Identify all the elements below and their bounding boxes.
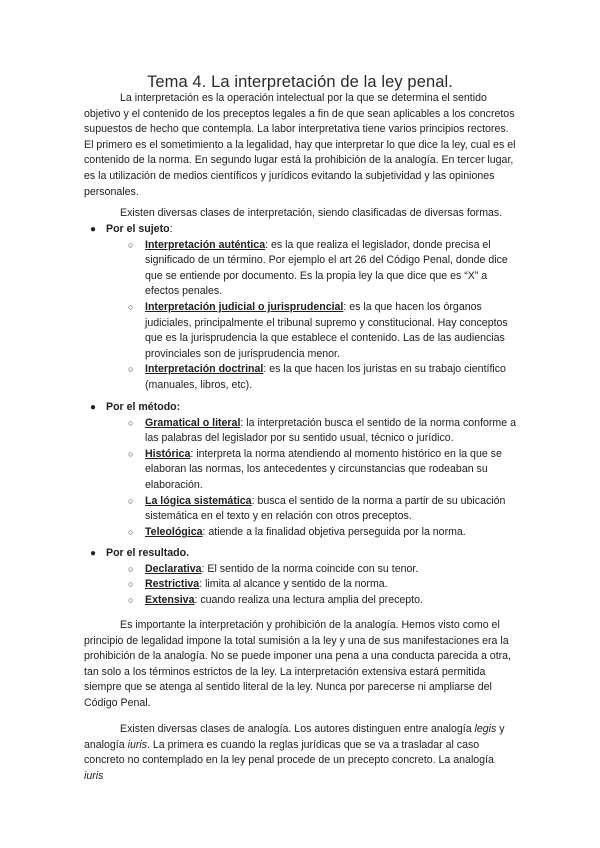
item-text: : es la que hacen los órganos judiciales, principalmente el tribunal supremo y constitucional. Hay conceptos que es la jurisprudencia la que establece el contenido. Las de las audiencias provinciales son de jurisprudencia menor.	[145, 300, 508, 360]
classes-intro-paragraph: Existen diversas clases de interpretación, siendo clasificadas de diversas formas.	[120, 207, 503, 219]
page-title: Tema 4. La interpretación de la ley penal.	[147, 73, 453, 91]
list-item	[90, 577, 520, 593]
section-por-el-resultado	[90, 546, 520, 608]
item-text: : es la que hacen los juristas en su trabajo científico (manuales, libros, etc).	[145, 363, 506, 391]
item-text: : interpreta la norma atendiendo al momento histórico en la que se elaboran las normas, los antecedentes y circunstancias que rodeaban su elaboración.	[145, 447, 502, 491]
list-item	[90, 593, 520, 609]
item-text: : es la que realiza el legislador, donde precisa el significado de un término. Por ejemplo el art 26 del Código Penal, donde dice que se entiende por documento. Es la propia ley la que dice que es “X” a efectos penales.	[145, 238, 508, 298]
list-item	[90, 416, 520, 447]
section-heading-text: Por el sujeto	[106, 223, 170, 235]
section-por-el-metodo	[90, 400, 520, 540]
bullet-icon: ●	[90, 224, 97, 235]
circle-bullet-icon: ○	[128, 448, 134, 459]
item-term: La lógica sistemática	[145, 494, 252, 507]
circle-bullet-icon: ○	[128, 579, 134, 590]
item-term: Declarativa	[145, 562, 202, 575]
item-term: Extensiva	[145, 593, 195, 606]
item-text: : busca el sentido de la norma a partir de su ubicación sistemática en el texto y en relación con otros preceptos.	[145, 494, 506, 523]
section-heading-text: Por el método:	[106, 401, 181, 413]
circle-bullet-icon: ○	[128, 239, 134, 250]
item-term: Teleológica	[145, 525, 203, 538]
item-term: Histórica	[145, 447, 191, 460]
analogy-iuris: iuris	[127, 738, 148, 751]
analogy-text-3: . La primera es cuando la reglas jurídicas que se va a trasladar al caso concreto no contemplado en la ley penal procede de un precepto concreto. La analogía	[84, 738, 494, 767]
list-item	[90, 525, 520, 541]
analogy-iuris-2: iuris	[84, 769, 104, 782]
list-item	[90, 562, 520, 578]
circle-bullet-icon: ○	[128, 526, 134, 537]
circle-bullet-icon: ○	[128, 301, 134, 312]
analogy-text-2: y analogía	[84, 723, 505, 751]
item-text: : atiende a la finalidad objetiva perseguida por la norma.	[202, 525, 466, 538]
item-text: : limita al alcance y sentido de la norma.	[199, 578, 388, 591]
item-text: : la interpretación busca el sentido de la norma conforme a las palabras del legislador por su sentido usual, técnico o jurídico.	[145, 416, 516, 445]
section-heading	[90, 546, 520, 562]
section-heading-text: Por el resultado.	[106, 547, 190, 559]
list-item	[90, 362, 520, 393]
circle-bullet-icon: ○	[128, 364, 134, 375]
item-term: Interpretación judicial o jurisprudencial	[145, 300, 344, 313]
list-item	[90, 300, 520, 362]
list-item	[90, 494, 520, 525]
section-heading-punct: :	[169, 223, 173, 235]
analogy-paragraph: Es importante la interpretación y prohibición de la analogía. Hemos visto como el principio de legalidad impone la total sumisión a la ley y una de sus manifestaciones era la prohibición de la analogía. No se puede imponer una pena a una conducta parecida a otra, tan solo a los términos estrictos de la ley. La interpretación extensiva estará permitida siempre que se atenga al sentido literal de la ley. Nunca por parecerse ni ampliarse del Código Penal.	[84, 619, 511, 709]
bullet-icon: ●	[90, 402, 97, 413]
item-term: Interpretación doctrinal	[145, 363, 264, 376]
subitem-list	[90, 562, 520, 609]
item-term: Gramatical o literal	[145, 416, 241, 429]
section-por-el-sujeto	[90, 222, 520, 394]
analogy-text-1: Existen diversas clases de analogía. Los autores distinguen entre analogía	[120, 723, 475, 735]
list-item	[90, 238, 520, 300]
subitem-list	[90, 238, 520, 394]
analogy-classes-paragraph	[84, 722, 516, 784]
item-term: Restrictiva	[145, 578, 200, 591]
bullet-icon: ●	[90, 548, 97, 559]
subitem-list	[90, 416, 520, 541]
circle-bullet-icon: ○	[128, 495, 134, 506]
circle-bullet-icon: ○	[128, 594, 134, 605]
circle-bullet-icon: ○	[128, 417, 134, 428]
item-term: Interpretación auténtica	[145, 238, 266, 251]
item-text: : El sentido de la norma coincide con su tenor.	[201, 562, 419, 575]
list-item	[90, 447, 520, 494]
item-text: : cuando realiza una lectura amplia del precepto.	[194, 593, 423, 606]
circle-bullet-icon: ○	[128, 563, 134, 574]
section-heading	[90, 400, 520, 416]
analogy-legis: legis	[474, 723, 497, 735]
intro-paragraph: La interpretación es la operación intelectual por la que se determina el sentido objetivo y el contenido de los preceptos legales a fin de que sean aplicables a los concretos supuestos de hecho que contempla. La labor interpretativa tiene varios principios rectores. El primero es el sometimiento a la legalidad, hay que interpretar lo que dice la ley, cual es el contenido de la norma. En segundo lugar está la prohibición de la analogía. En tercer lugar, es la utilización de medios científicos y jurídicos evitando la subjetividad y las opiniones personales.	[84, 92, 516, 198]
section-heading	[90, 222, 520, 238]
